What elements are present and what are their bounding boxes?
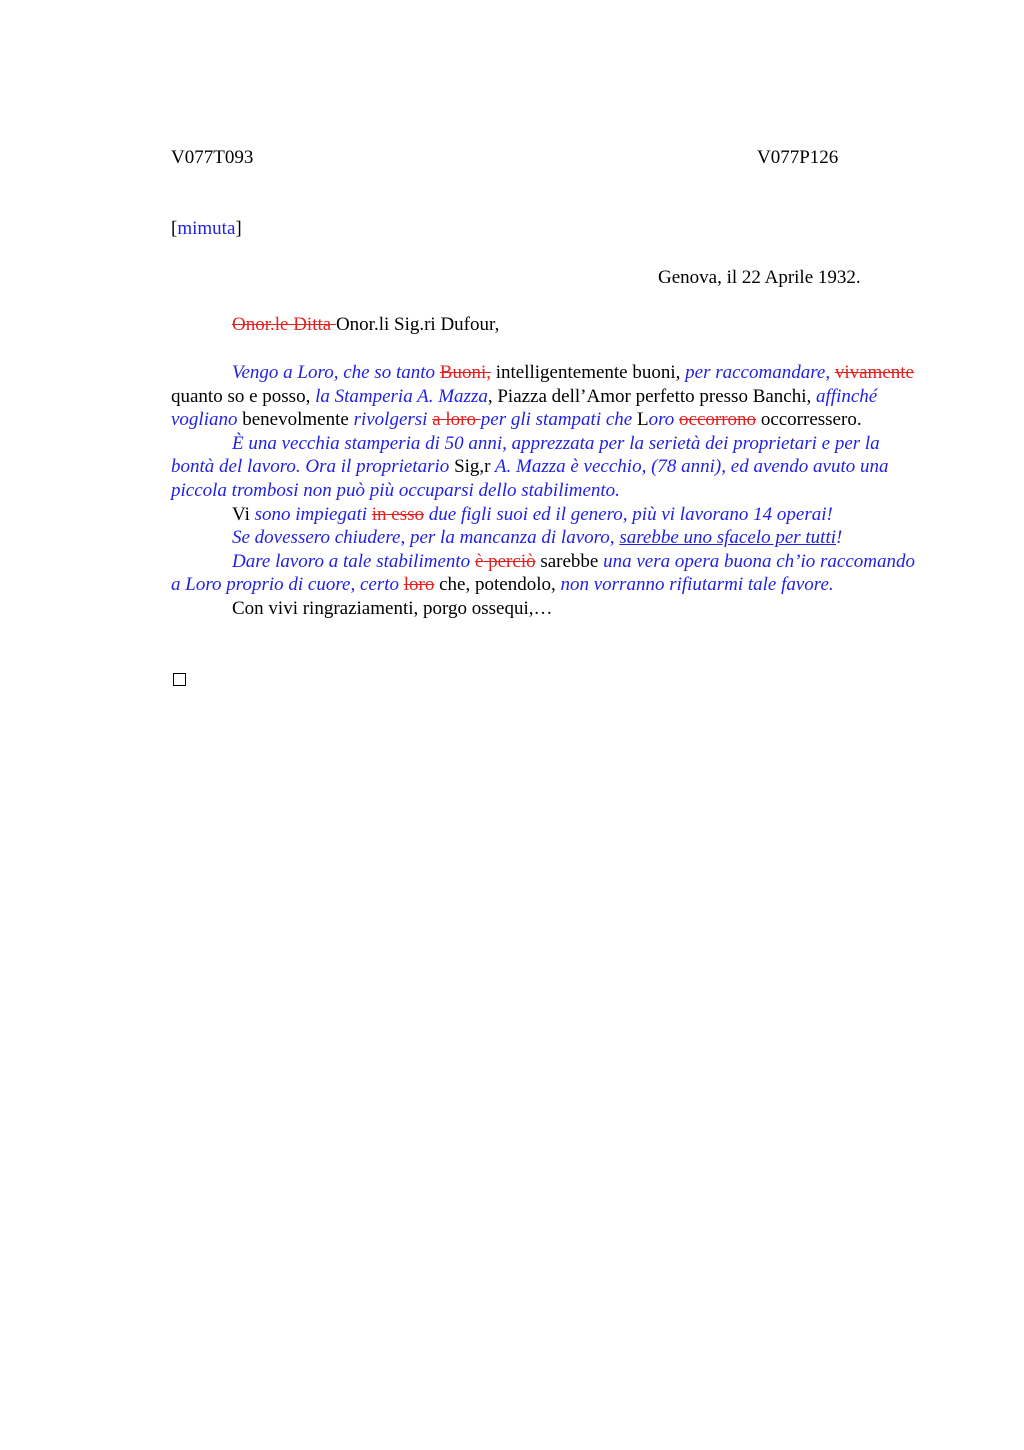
checkbox-square-icon: [173, 673, 186, 686]
added-text: !: [836, 527, 843, 549]
paragraph: [171, 361, 919, 432]
added-text: Se dovessero chiudere, per la mancanza di lavoro,: [232, 527, 620, 549]
salutation: [232, 313, 499, 337]
added-text: A. Mazza è vecchio, (78 anni), ed avendo avuto una piccola trombosi non può più occuparsi dello stabilimento.: [171, 456, 889, 501]
body-text: sarebbe: [535, 550, 604, 572]
deleted-text: Buoni,: [439, 362, 491, 383]
deleted-text: a loro: [432, 409, 481, 431]
deleted-text: Onor.le Ditta: [232, 314, 336, 335]
paragraph: [171, 432, 919, 503]
added-text: Vengo a Loro, che so tanto: [232, 362, 440, 383]
deleted-text: loro: [403, 574, 435, 596]
added-text: Dare lavoro a tale stabilimento: [232, 550, 475, 572]
added-text: oro: [648, 409, 680, 431]
draft-label: [171, 217, 242, 241]
body-text: che, potendolo,: [434, 574, 561, 596]
body-text: Con vivi ringraziamenti, porgo ossequi,…: [232, 597, 553, 619]
added-text: per gli stampati che: [480, 409, 637, 431]
deleted-text: occorrono: [679, 409, 757, 431]
underlined-text: sarebbe uno sfacelo per tutti: [619, 527, 837, 549]
bracket-close: ]: [235, 218, 242, 239]
body-text: quanto so e posso,: [171, 385, 316, 407]
body-text: Sig,r: [454, 456, 491, 478]
added-text: la Stamperia A. Mazza: [315, 385, 488, 407]
header-left-code: V077T093: [171, 147, 254, 168]
letter-body: [171, 361, 919, 621]
header-right-code: V077P126: [757, 147, 839, 168]
body-text: Vi: [232, 503, 255, 525]
body-text: benevolmente: [237, 409, 354, 431]
letter-date: Genova, il 22 Aprile 1932.: [658, 267, 861, 288]
body-text: occorressero.: [756, 409, 862, 431]
added-text: non vorranno rifiutarmi tale favore.: [560, 574, 834, 596]
body-text: , Piazza dell’Amor perfetto presso Banchi,: [487, 385, 817, 407]
bracket-open: [: [171, 218, 178, 239]
paragraph: [171, 526, 919, 550]
salutation-text: Onor.li Sig.ri Dufour,: [335, 314, 500, 335]
added-text: È una vecchia stamperia di 50 anni, apprezzata per la serietà dei proprietari e per la bontà del lavoro. Ora il proprietario: [171, 432, 880, 478]
added-text: due figli suoi ed il genero, più vi lavorano 14 operai!: [424, 503, 833, 525]
deleted-text: vivamente: [834, 362, 914, 383]
added-text: affinché vogliano: [171, 385, 878, 431]
paragraph: [171, 550, 919, 597]
deleted-text: in esso: [371, 503, 425, 525]
added-text: rivolgersi: [353, 409, 433, 431]
paragraph: [171, 503, 919, 527]
added-text: sono impiegati: [254, 503, 372, 525]
draft-label-text: mimuta: [177, 218, 236, 239]
added-text: una vera opera buona ch’io raccomando a Loro proprio di cuore, certo: [171, 550, 915, 596]
body-text: L: [636, 409, 649, 431]
body-text: intelligentemente buoni,: [490, 362, 686, 383]
paragraph: [171, 597, 919, 621]
deleted-text: è perciò: [474, 550, 536, 572]
added-text: per raccomandare,: [685, 362, 835, 383]
